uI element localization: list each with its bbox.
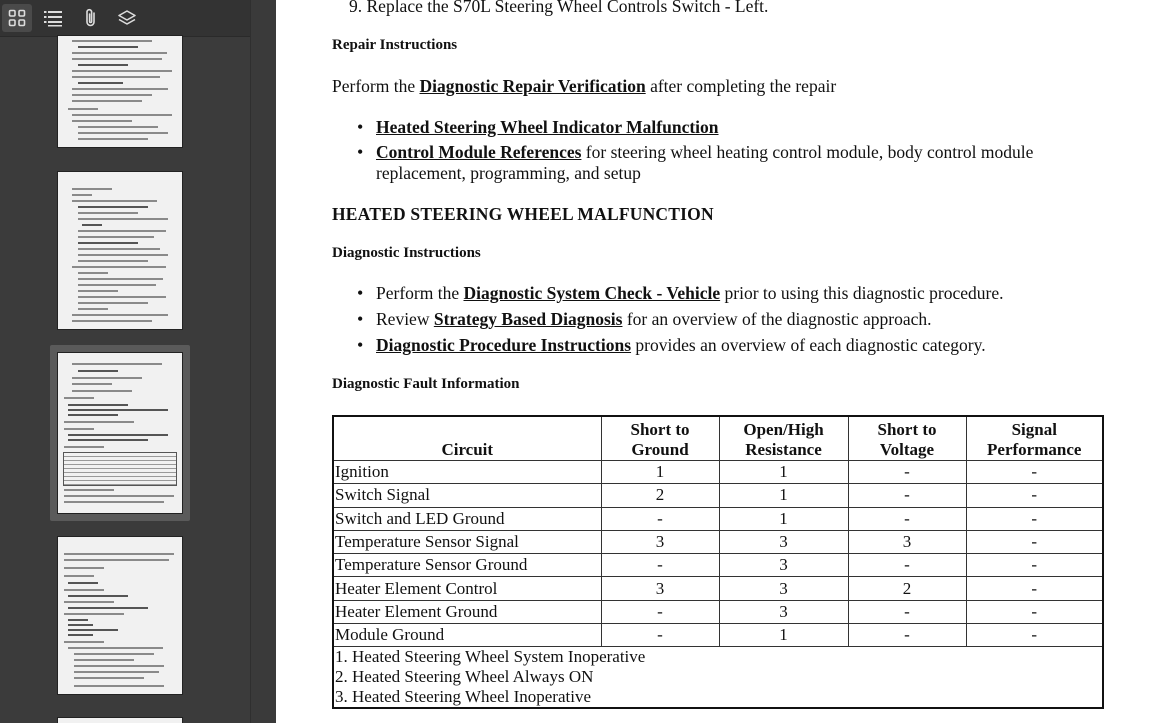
table-row bbox=[333, 554, 1103, 577]
bullet-dot: • bbox=[357, 117, 364, 137]
fault-cell: 3 bbox=[601, 530, 719, 553]
fault-cell: - bbox=[601, 600, 719, 623]
table-notes bbox=[333, 647, 1103, 709]
table-row bbox=[333, 530, 1103, 553]
diagnostic-fault-information-heading: Diagnostic Fault Information bbox=[332, 376, 520, 392]
fault-cell: - bbox=[966, 554, 1103, 577]
repair-bullet-2-continuation: replacement, programming, and setup bbox=[376, 163, 641, 183]
table-note: 1. Heated Steering Wheel System Inoperative bbox=[335, 647, 646, 667]
diag-bullet-2: Review Strategy Based Diagnosis for an overview of the diagnostic approach. bbox=[376, 309, 932, 329]
fault-cell: - bbox=[601, 507, 719, 530]
diagnostic-instructions-heading: Diagnostic Instructions bbox=[332, 245, 481, 261]
bullet-dot: • bbox=[357, 142, 364, 162]
fault-cell: 1 bbox=[719, 624, 848, 647]
fault-cell: 1 bbox=[719, 461, 848, 484]
sidebar-toolbar bbox=[0, 0, 250, 37]
circuit-cell: Switch and LED Ground bbox=[333, 507, 601, 530]
fault-cell: 3 bbox=[719, 600, 848, 623]
fault-cell: - bbox=[966, 600, 1103, 623]
table-note: 3. Heated Steering Wheel Inoperative bbox=[335, 687, 591, 707]
control-module-references-link[interactable]: Control Module References bbox=[376, 142, 582, 162]
strategy-based-diagnosis-link[interactable]: Strategy Based Diagnosis bbox=[433, 309, 623, 329]
repair-bullet-2: Control Module References for steering wheel heating control module, body control module bbox=[376, 142, 1034, 162]
circuit-cell: Temperature Sensor Signal bbox=[333, 530, 601, 553]
circuit-cell: Module Ground bbox=[333, 624, 601, 647]
page-thumbnail-current[interactable] bbox=[58, 353, 182, 513]
table-row bbox=[333, 461, 1103, 484]
column-header: Short to Voltage bbox=[848, 416, 966, 461]
repair-instructions-heading: Repair Instructions bbox=[332, 37, 458, 53]
layers-icon[interactable] bbox=[112, 4, 142, 32]
page-thumbnail[interactable] bbox=[58, 172, 182, 329]
perform-repair-verification-text: Perform the Diagnostic Repair Verification after completing the repair bbox=[332, 76, 837, 96]
fault-cell: - bbox=[601, 624, 719, 647]
diagnostic-repair-verification-link[interactable]: Diagnostic Repair Verification bbox=[419, 76, 646, 96]
fault-cell: 3 bbox=[601, 577, 719, 600]
fault-cell: - bbox=[601, 554, 719, 577]
table-header-row bbox=[333, 416, 1103, 461]
fault-cell: 2 bbox=[848, 577, 966, 600]
fault-cell: - bbox=[848, 484, 966, 507]
circuit-cell: Heater Element Ground bbox=[333, 600, 601, 623]
table-note: 2. Heated Steering Wheel Always ON bbox=[335, 667, 594, 687]
fault-cell: 1 bbox=[719, 507, 848, 530]
table-row bbox=[333, 484, 1103, 507]
fault-cell: 1 bbox=[601, 461, 719, 484]
fault-cell: 1 bbox=[719, 484, 848, 507]
column-header: Circuit bbox=[333, 416, 601, 461]
table-row bbox=[333, 577, 1103, 600]
bullet-dot: • bbox=[357, 309, 364, 329]
page-thumbnail[interactable] bbox=[58, 718, 182, 723]
fault-cell: 3 bbox=[719, 554, 848, 577]
fault-cell: - bbox=[848, 624, 966, 647]
repair-bullet-1 bbox=[376, 117, 719, 138]
thumbnails-icon[interactable] bbox=[2, 4, 32, 32]
page-thumbnail[interactable] bbox=[58, 36, 182, 147]
circuit-cell: Switch Signal bbox=[333, 484, 601, 507]
document-page bbox=[277, 0, 1153, 723]
circuit-cell: Temperature Sensor Ground bbox=[333, 554, 601, 577]
thumbnail-sidebar bbox=[0, 0, 276, 723]
column-header: Open/High Resistance bbox=[719, 416, 848, 461]
fault-cell: - bbox=[966, 624, 1103, 647]
bullet-dot: • bbox=[357, 283, 364, 303]
diagnostic-fault-table bbox=[332, 415, 1104, 709]
column-header: Short to Ground bbox=[601, 416, 719, 461]
fault-cell: - bbox=[966, 461, 1103, 484]
fault-cell: - bbox=[966, 507, 1103, 530]
diag-bullet-1: Perform the Diagnostic System Check - Vehicle prior to using this diagnostic procedure. bbox=[376, 283, 1004, 303]
table-notes-row bbox=[333, 647, 1103, 709]
fault-cell: - bbox=[848, 461, 966, 484]
attachments-icon[interactable] bbox=[76, 4, 106, 32]
sidebar-splitter[interactable] bbox=[250, 0, 276, 723]
fault-cell: 3 bbox=[848, 530, 966, 553]
fault-cell: 2 bbox=[601, 484, 719, 507]
column-header: Signal Performance bbox=[966, 416, 1103, 461]
section-heading: HEATED STEERING WHEEL MALFUNCTION bbox=[332, 204, 714, 224]
fault-cell: 3 bbox=[719, 530, 848, 553]
circuit-cell: Heater Element Control bbox=[333, 577, 601, 600]
fault-cell: - bbox=[966, 484, 1103, 507]
fault-cell: - bbox=[848, 507, 966, 530]
step-9-text: 9. Replace the S70L Steering Wheel Controls Switch - Left. bbox=[349, 0, 769, 16]
heated-steering-wheel-indicator-link[interactable]: Heated Steering Wheel Indicator Malfunction bbox=[376, 117, 719, 137]
fault-cell: - bbox=[966, 577, 1103, 600]
fault-cell: 3 bbox=[719, 577, 848, 600]
fault-cell: - bbox=[848, 600, 966, 623]
diag-bullet-3: Diagnostic Procedure Instructions provides an overview of each diagnostic category. bbox=[376, 335, 986, 355]
page-thumbnail[interactable] bbox=[58, 537, 182, 694]
circuit-cell: Ignition bbox=[333, 461, 601, 484]
bullet-dot: • bbox=[357, 335, 364, 355]
fault-cell: - bbox=[848, 554, 966, 577]
diagnostic-procedure-instructions-link[interactable]: Diagnostic Procedure Instructions bbox=[376, 335, 632, 355]
table-row bbox=[333, 507, 1103, 530]
fault-cell: - bbox=[966, 530, 1103, 553]
diagnostic-system-check-link[interactable]: Diagnostic System Check - Vehicle bbox=[463, 283, 721, 303]
table-row bbox=[333, 600, 1103, 623]
outline-icon[interactable] bbox=[38, 4, 68, 32]
table-row bbox=[333, 624, 1103, 647]
